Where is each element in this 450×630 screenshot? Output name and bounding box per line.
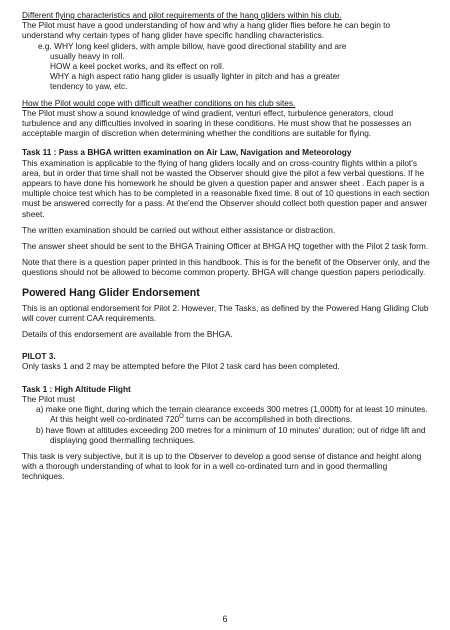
list-text: turns can be accomplished in both directions. [183,414,353,425]
paragraph: Details of this endorsement are available from the BHGA. [22,329,233,340]
example-line: usually heavy in roll. [50,50,125,61]
paragraph: Only tasks 1 and 2 may be attempted before the Pilot 2 task card has been completed. [22,361,340,372]
endorsement-heading: Powered Hang Glider Endorsement [22,286,200,299]
task-1-heading: Task 1 : High Altitude Flight [22,383,131,394]
section-heading-flying-characteristics: Different flying characteristics and pilot requirements of the hang gliders within his club. [22,10,342,20]
paragraph: This task is very subjective, but it is up to the Observer to develop a good sense of distance and height along with a thorough understanding of what to look for in a well co-ordinated turn and in good thermalling techniques. [22,450,422,482]
task-11-heading: Task 11 : Pass a BHGA written examination on Air Law, Navigation and Meteorology [22,147,352,158]
example-line: e.g. WHY long keel gliders, with ample billow, have good directional stability and are [38,40,347,51]
paragraph: This examination is applicable to the flying of hang gliders locally and on cross-country flights within a pilot's area, but in order that time shall not be wasted the Observer should give the pilot a few verbal questions. If he appears to have done his homework he should be given a question paper and answer sheet . Each paper is a multiple choice test which has to be completed in a reasonable fixed time. 8 out of 10 questions in each section must be answered correctly for a pass. At the'end the Observer should collect both question paper and answer sheet. [22,157,430,219]
paragraph: The written examination should be carried out without either assistance or distraction. [22,224,336,235]
paragraph: The Pilot must show a sound knowledge of wind gradient, venturi effect, turbulence generators, cloud turbulence and any difficulties involved in soaring in these conditions. He must show that he possesses an acceptable margin of discretion when determining whether the conditions are suitable for flying. [22,107,412,139]
page-content [22,10,430,482]
paragraph: This is an optional endorsement for Pilot 2. However, The Tasks, as defined by the Powered Hang Gliding Club will cover current CAA requirements. [22,302,429,323]
list-label: b) [36,424,44,435]
paragraph: The Pilot must have a good understanding of how and why a hang glider flies before he can begin to understand why certain types of hang glider have specific handling characteristics. [22,20,391,41]
paragraph: The Pilot must [22,393,76,404]
list-item-b [22,425,430,445]
superscript: O [179,414,184,421]
list-text: make one flight, during which the terrain clearance exceeds 300 metres (1,000ft) for at least 10 minutes. At this height well co-ordinated 720 [45,404,428,425]
paragraph: The answer sheet should be sent to the BHGA Training Officer at BHGA HQ together with the Pilot 2 task form. [22,241,429,252]
paragraph: Note that there is a question paper printed in this handbook. This is for the benefit of the Observer only, and the questions should not be allowed to become common property. BHGA will change question papers periodically. [22,257,430,278]
section-heading-weather: How the Pilot would cope with difficult weather conditions on his club sites. [22,97,296,108]
list-label: a) [36,404,44,415]
pilot-3-heading: PILOT 3. [22,351,56,362]
list-text: have flown at altitudes exceeding 200 metres for a minimum of 10 minutes' duration; out of ridge lift and displaying good thermalling techniques. [45,424,426,445]
list-item-a [22,404,430,424]
page-number: 6 [222,614,228,624]
example-line: WHY a high aspect ratio hang glider is usually lighter in pitch and has a greater [50,71,340,82]
example-line: tendency to yaw, etc. [50,81,128,92]
example-line: HOW a keel pocket works, and its effect on roll. [50,61,225,72]
